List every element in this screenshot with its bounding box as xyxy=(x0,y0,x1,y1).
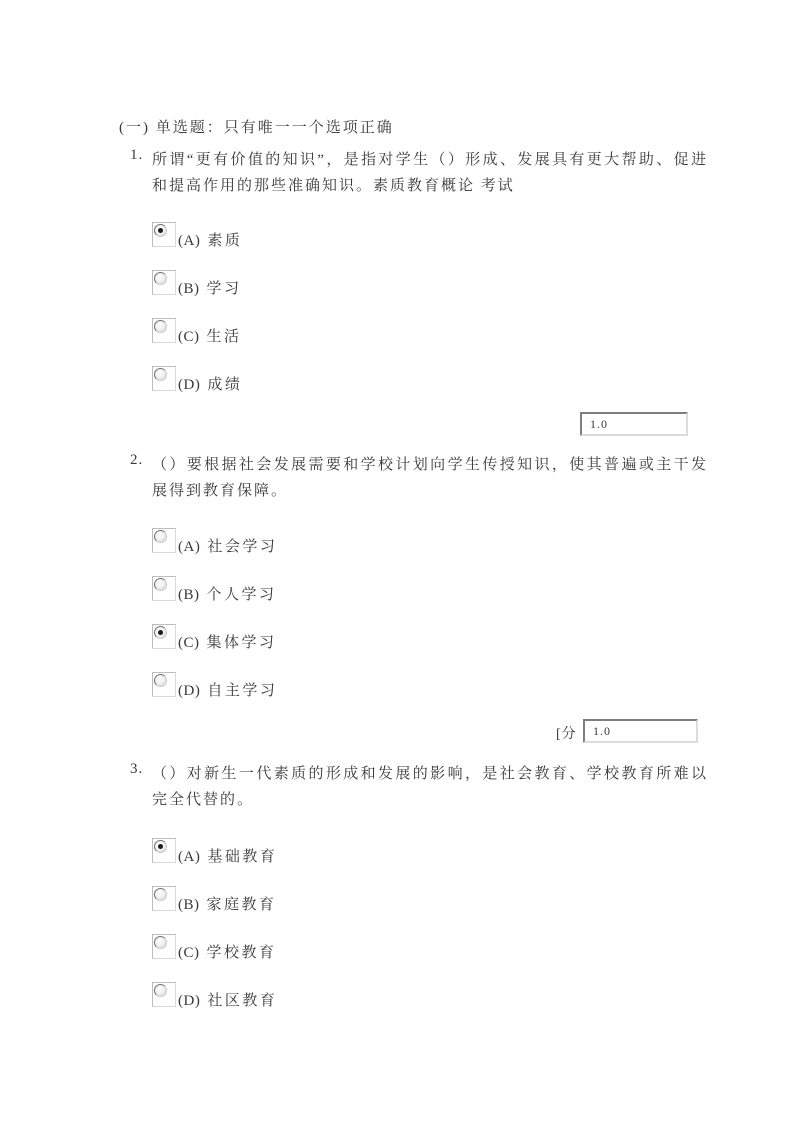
radio-button-q3-d[interactable] xyxy=(152,982,176,1007)
radio-button-q1-a[interactable] xyxy=(152,222,176,247)
question-3-number: 3. xyxy=(130,761,144,777)
radio-button-q2-b[interactable] xyxy=(152,576,176,601)
question-2-text: （）要根据社会发展需要和学校计划向学生传授知识，使其普遍或主干发展得到教育保障。 xyxy=(152,457,708,499)
question-3-option-d xyxy=(152,982,452,1008)
option-label: (B) 个人学习 xyxy=(178,587,277,603)
radio-button-q3-c[interactable] xyxy=(152,934,176,959)
radio-button-q2-d[interactable] xyxy=(152,672,176,697)
radio-button-q3-a[interactable] xyxy=(152,838,176,863)
question-3-text: （）对新生一代素质的形成和发展的影响，是社会教育、学校教育所难以完全代替的。 xyxy=(152,766,708,808)
radio-icon xyxy=(154,888,167,901)
option-label: (C) 学校教育 xyxy=(178,945,277,961)
question-2-option-a xyxy=(152,528,452,554)
option-label: (A) 社会学习 xyxy=(178,539,278,555)
radio-button-q2-c[interactable] xyxy=(152,624,176,649)
radio-icon xyxy=(154,840,167,853)
question-2-score-prefix: [分 xyxy=(556,727,577,742)
radio-button-q2-a[interactable] xyxy=(152,528,176,553)
radio-icon xyxy=(154,272,167,285)
question-2-option-d xyxy=(152,672,452,698)
question-3-option-b xyxy=(152,886,452,912)
question-1-score-input[interactable] xyxy=(580,412,688,436)
option-label: (D) 社区教育 xyxy=(178,993,278,1009)
radio-icon xyxy=(154,984,167,997)
option-label: (B) 家庭教育 xyxy=(178,897,277,913)
radio-icon xyxy=(154,224,167,237)
question-1-option-d xyxy=(152,366,452,392)
radio-icon xyxy=(154,674,167,687)
radio-icon xyxy=(154,530,167,543)
question-2-score-input[interactable] xyxy=(583,719,698,743)
option-label: (B) 学习 xyxy=(178,281,242,297)
option-label: (C) 生活 xyxy=(178,329,242,345)
radio-button-q1-d[interactable] xyxy=(152,366,176,391)
option-label: (A) 基础教育 xyxy=(178,849,278,865)
option-label: (C) 集体学习 xyxy=(178,635,277,651)
question-1-number: 1. xyxy=(130,147,144,163)
question-3-option-c xyxy=(152,934,452,960)
radio-icon xyxy=(154,626,167,639)
radio-icon xyxy=(154,578,167,591)
radio-dot-icon xyxy=(158,630,163,635)
question-2-option-c xyxy=(152,624,452,650)
question-3-option-a xyxy=(152,838,452,864)
radio-icon xyxy=(154,936,167,949)
radio-button-q1-b[interactable] xyxy=(152,270,176,295)
radio-icon xyxy=(154,320,167,333)
section-header: (一) 单选题：只有唯一一个选项正确 xyxy=(119,120,394,136)
option-label: (A) 素质 xyxy=(178,233,243,249)
option-label: (D) 自主学习 xyxy=(178,683,278,699)
question-1-option-c xyxy=(152,318,452,344)
radio-icon xyxy=(154,368,167,381)
question-1-text: 所谓“更有价值的知识”，是指对学生（）形成、发展具有更大帮助、促进和提高作用的那些准确知识。素质教育概论 考试 xyxy=(152,152,708,194)
question-1-option-a xyxy=(152,222,452,248)
question-2-option-b xyxy=(152,576,452,602)
option-label: (D) 成绩 xyxy=(178,377,243,393)
radio-dot-icon xyxy=(158,228,163,233)
radio-button-q1-c[interactable] xyxy=(152,318,176,343)
radio-button-q3-b[interactable] xyxy=(152,886,176,911)
radio-dot-icon xyxy=(158,844,163,849)
question-2-number: 2. xyxy=(130,452,144,468)
question-1-option-b xyxy=(152,270,452,296)
